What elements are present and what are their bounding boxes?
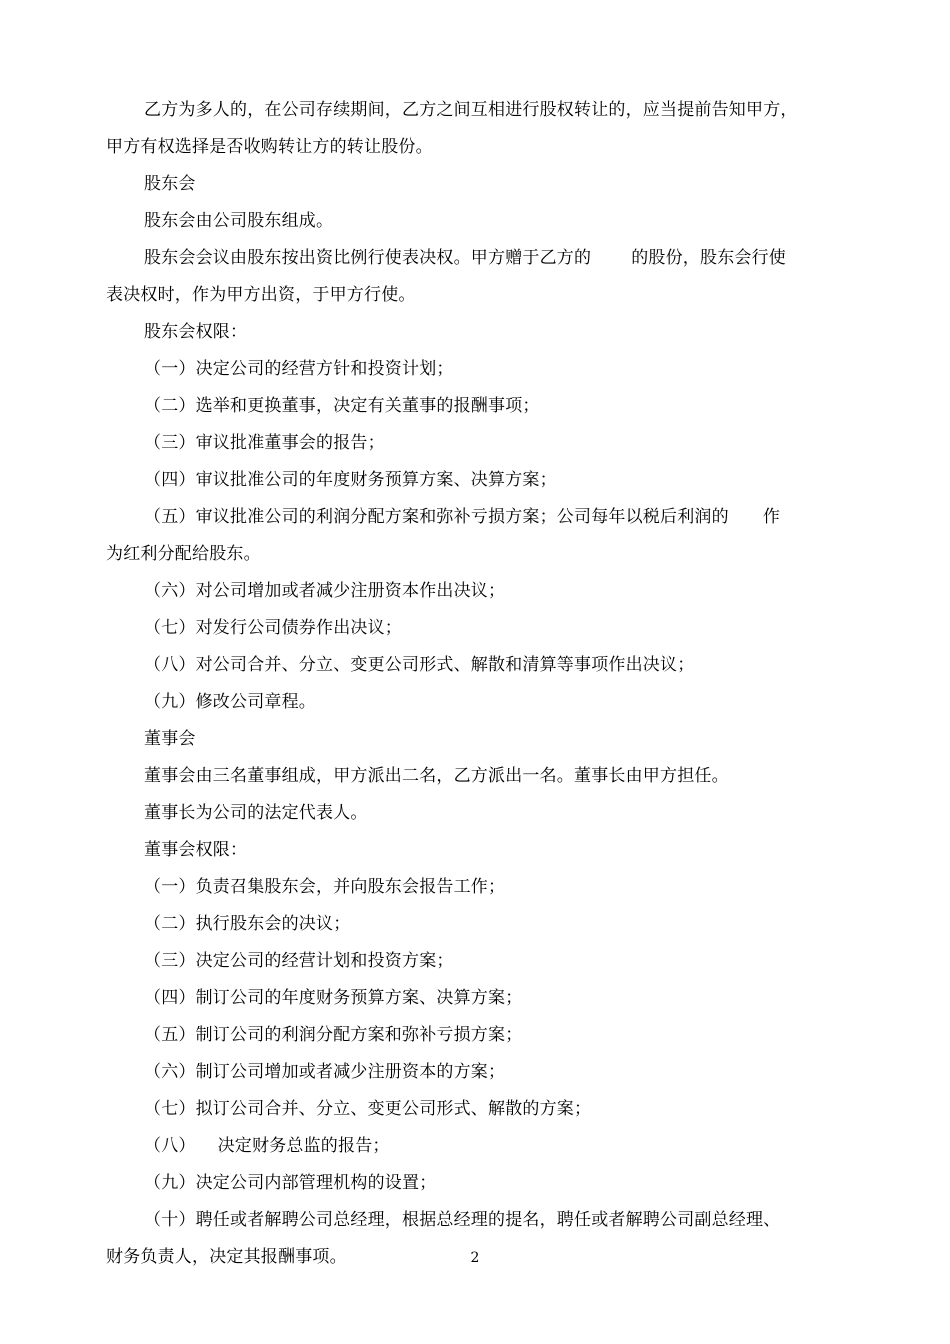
- list-item: （二）选举和更换董事，决定有关董事的报酬事项；: [144, 396, 540, 416]
- section-heading-board: 董事会: [144, 729, 196, 749]
- section-heading-shareholders-meeting: 股东会: [144, 174, 196, 194]
- list-marker: （八）: [144, 1136, 196, 1156]
- page-number: 2: [470, 1250, 480, 1266]
- paragraph-line: 为红利分配给股东。: [106, 544, 261, 564]
- list-item: （三）审议批准董事会的报告；: [144, 433, 385, 453]
- paragraph-text: 股东会会议由股东按出资比例行使表决权。甲方赠于乙方的: [144, 248, 592, 268]
- document-body: [106, 92, 848, 1276]
- section-heading-shareholders-powers: 股东会权限：: [144, 322, 248, 342]
- paragraph-line: 表决权时，作为甲方出资，于甲方行使。: [106, 285, 416, 305]
- paragraph-line: 董事长为公司的法定代表人。: [144, 803, 368, 823]
- paragraph-line: 董事会由三名董事组成，甲方派出二名，乙方派出一名。董事长由甲方担任。: [144, 766, 729, 786]
- paragraph-line: 股东会由公司股东组成。: [144, 211, 334, 231]
- paragraph-line: 乙方为多人的，在公司存续期间，乙方之间互相进行股权转让的，应当提前告知甲方，: [144, 100, 798, 120]
- list-item: [106, 499, 848, 536]
- paragraph-line: [106, 240, 848, 277]
- list-item: （九）决定公司内部管理机构的设置；: [144, 1173, 437, 1193]
- list-item: （三）决定公司的经营计划和投资方案；: [144, 951, 454, 971]
- list-item: （六）对公司增加或者减少注册资本作出决议；: [144, 581, 506, 601]
- list-item: （四）审议批准公司的年度财务预算方案、决算方案；: [144, 470, 557, 490]
- list-item: （七）对发行公司债券作出决议；: [144, 618, 402, 638]
- list-item: （七）拟订公司合并、分立、变更公司形式、解散的方案；: [144, 1099, 592, 1119]
- paragraph-text: 决定财务总监的报告；: [217, 1136, 390, 1156]
- paragraph-text: 的股份，股东会行使: [631, 248, 787, 268]
- list-item: （八）对公司合并、分立、变更公司形式、解散和清算等事项作出决议；: [144, 655, 695, 675]
- list-item: （一）决定公司的经营方针和投资计划；: [144, 359, 454, 379]
- list-item: （十）聘任或者解聘公司总经理，根据总经理的提名，聘任或者解聘公司副总经理、: [144, 1210, 781, 1230]
- list-item: （五）制订公司的利润分配方案和弥补亏损方案；: [144, 1025, 523, 1045]
- list-item: （六）制订公司增加或者减少注册资本的方案；: [144, 1062, 506, 1082]
- paragraph-line: 财务负责人，决定其报酬事项。: [106, 1247, 347, 1267]
- list-item: （一）负责召集股东会，并向股东会报告工作；: [144, 877, 506, 897]
- list-item: [106, 1128, 848, 1165]
- section-heading-board-powers: 董事会权限：: [144, 840, 248, 860]
- list-item: （四）制订公司的年度财务预算方案、决算方案；: [144, 988, 523, 1008]
- list-item: （二）执行股东会的决议；: [144, 914, 351, 934]
- paragraph-text: （五）审议批准公司的利润分配方案和弥补亏损方案；公司每年以税后利润的: [144, 507, 729, 527]
- paragraph-text: 作: [762, 507, 781, 527]
- list-item: （九）修改公司章程。: [144, 692, 316, 712]
- paragraph-line: 甲方有权选择是否收购转让方的转让股份。: [106, 137, 433, 157]
